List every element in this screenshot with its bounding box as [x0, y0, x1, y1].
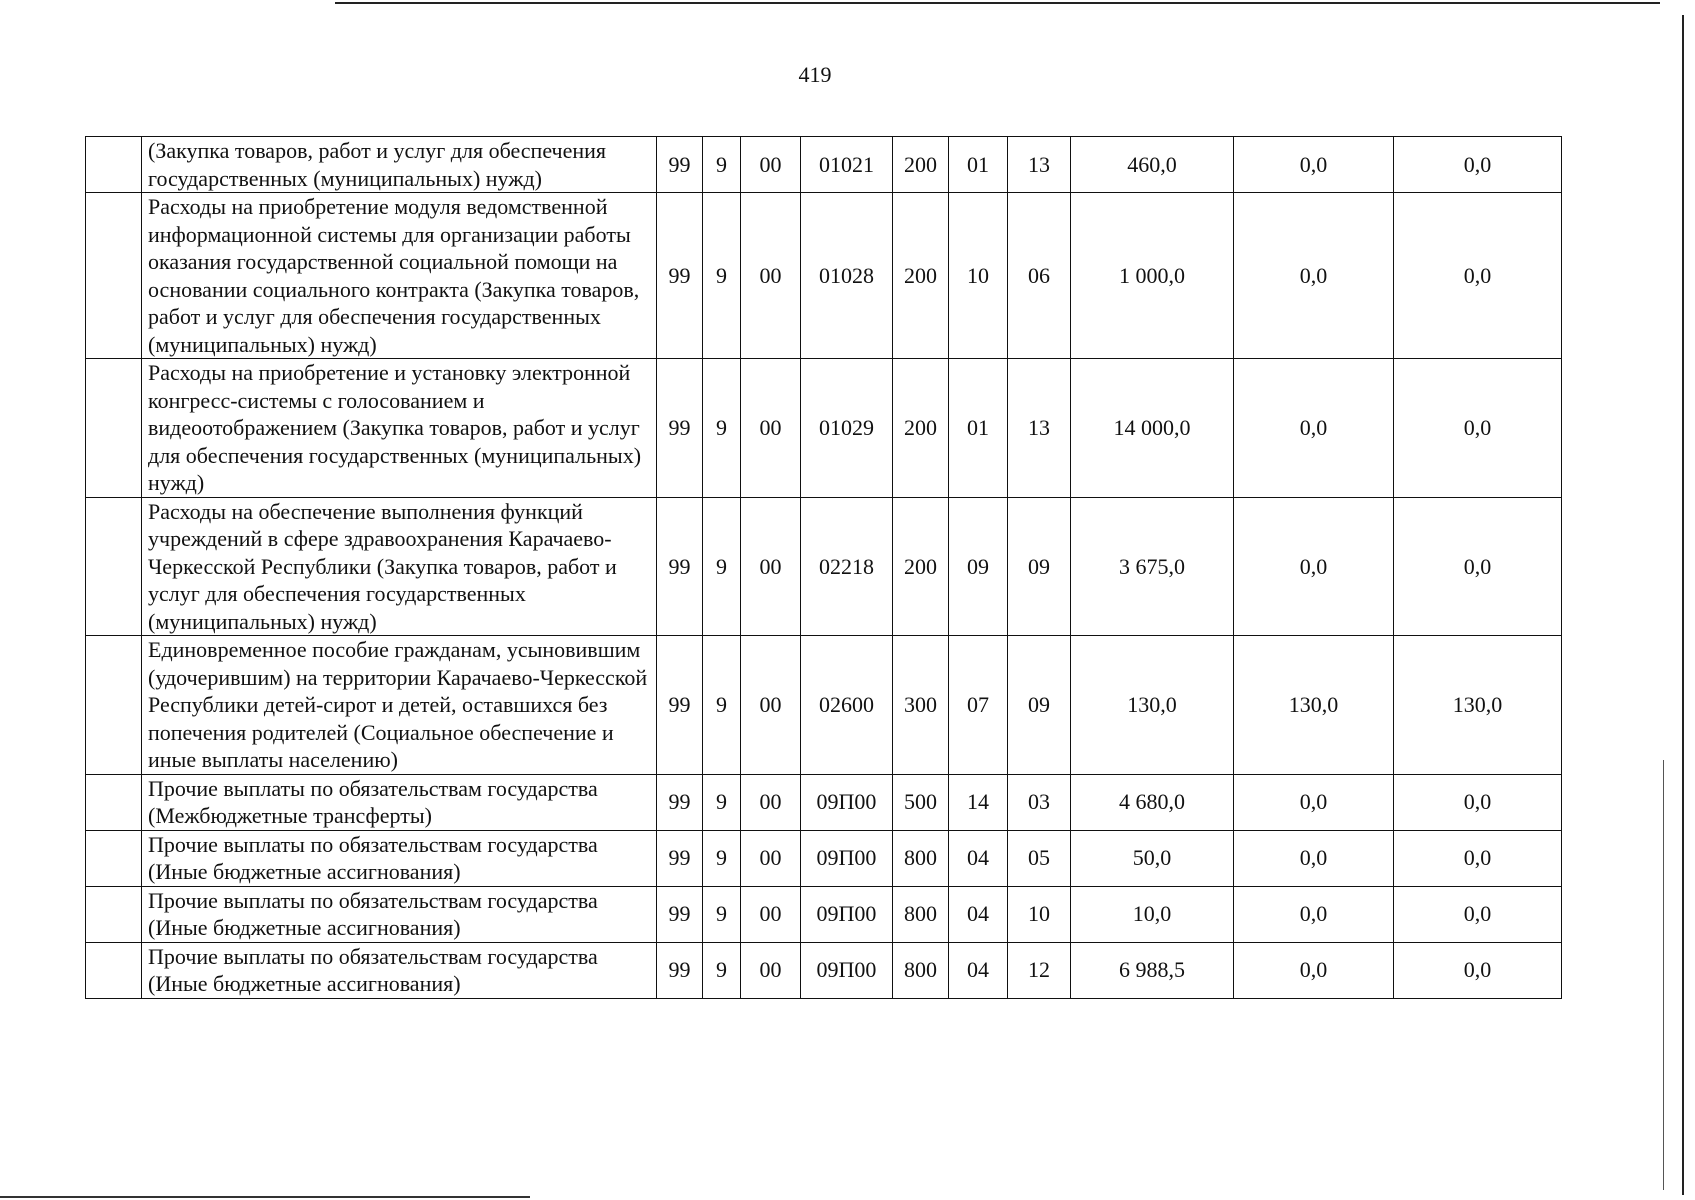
description-cell: Расходы на обеспечение выполнения функций учреждений в сфере здравоохранения Карачаево-Черкесской Республики (Закупка товаров, работ и услуг для обеспечения государственных (муниципальных) нужд) [142, 497, 657, 636]
code-cell: 01029 [801, 359, 893, 498]
code-cell: 500 [893, 774, 949, 830]
code-cell: 14 [949, 774, 1008, 830]
description-cell: Прочие выплаты по обязательствам государства (Иные бюджетные ассигнования) [142, 830, 657, 886]
row-number-cell [86, 886, 142, 942]
code-cell: 00 [741, 193, 801, 359]
amount-cell: 0,0 [1394, 774, 1562, 830]
code-cell: 00 [741, 636, 801, 775]
code-cell: 00 [741, 774, 801, 830]
code-cell: 9 [703, 497, 741, 636]
code-cell: 800 [893, 830, 949, 886]
amount-cell: 130,0 [1234, 636, 1394, 775]
row-number-cell [86, 636, 142, 775]
row-number-cell [86, 497, 142, 636]
code-cell: 200 [893, 193, 949, 359]
code-cell: 03 [1008, 774, 1071, 830]
code-cell: 200 [893, 497, 949, 636]
code-cell: 9 [703, 830, 741, 886]
description-cell: Расходы на приобретение модуля ведомственной информационной системы для организации работы оказания государственной социальной помощи на основании социального контракта (Закупка товаров, работ и услуг для обеспечения государственных (муниципальных) нужд) [142, 193, 657, 359]
row-number-cell [86, 942, 142, 998]
scan-edge-right-inner [1663, 760, 1664, 1190]
code-cell: 00 [741, 886, 801, 942]
code-cell: 00 [741, 137, 801, 193]
code-cell: 99 [657, 942, 703, 998]
code-cell: 9 [703, 193, 741, 359]
code-cell: 99 [657, 497, 703, 636]
description-cell: Расходы на приобретение и установку электронной конгресс-системы с голосованием и видеоотображением (Закупка товаров, работ и услуг для обеспечения государственных (муниципальных) нужд) [142, 359, 657, 498]
code-cell: 00 [741, 497, 801, 636]
amount-cell: 3 675,0 [1071, 497, 1234, 636]
code-cell: 99 [657, 830, 703, 886]
amount-cell: 0,0 [1234, 774, 1394, 830]
code-cell: 9 [703, 636, 741, 775]
code-cell: 04 [949, 830, 1008, 886]
table-row [86, 830, 1562, 886]
amount-cell: 0,0 [1394, 942, 1562, 998]
code-cell: 99 [657, 359, 703, 498]
code-cell: 09П00 [801, 942, 893, 998]
description-cell: Прочие выплаты по обязательствам государства (Иные бюджетные ассигнования) [142, 942, 657, 998]
code-cell: 07 [949, 636, 1008, 775]
table-row [86, 636, 1562, 775]
code-cell: 01 [949, 359, 1008, 498]
amount-cell: 0,0 [1394, 830, 1562, 886]
description-cell: Единовременное пособие гражданам, усыновившим (удочерившим) на территории Карачаево-Черкесской Республики детей-сирот и детей, оставшихся без попечения родителей (Социальное обеспечение и иные выплаты населению) [142, 636, 657, 775]
amount-cell: 130,0 [1071, 636, 1234, 775]
code-cell: 99 [657, 774, 703, 830]
code-cell: 99 [657, 886, 703, 942]
table-row [86, 942, 1562, 998]
amount-cell: 14 000,0 [1071, 359, 1234, 498]
code-cell: 10 [949, 193, 1008, 359]
amount-cell: 4 680,0 [1071, 774, 1234, 830]
row-number-cell [86, 774, 142, 830]
table-row [86, 886, 1562, 942]
amount-cell: 0,0 [1234, 137, 1394, 193]
description-cell: Прочие выплаты по обязательствам государства (Иные бюджетные ассигнования) [142, 886, 657, 942]
code-cell: 9 [703, 359, 741, 498]
code-cell: 09П00 [801, 830, 893, 886]
amount-cell: 0,0 [1394, 497, 1562, 636]
row-number-cell [86, 137, 142, 193]
code-cell: 9 [703, 942, 741, 998]
amount-cell: 0,0 [1234, 193, 1394, 359]
table-row [86, 359, 1562, 498]
code-cell: 01 [949, 137, 1008, 193]
code-cell: 02218 [801, 497, 893, 636]
amount-cell: 0,0 [1394, 137, 1562, 193]
amount-cell: 0,0 [1234, 359, 1394, 498]
page-number: 419 [798, 62, 832, 87]
amount-cell: 0,0 [1394, 193, 1562, 359]
code-cell: 800 [893, 886, 949, 942]
amount-cell: 6 988,5 [1071, 942, 1234, 998]
code-cell: 9 [703, 886, 741, 942]
code-cell: 300 [893, 636, 949, 775]
code-cell: 00 [741, 359, 801, 498]
description-cell: (Закупка товаров, работ и услуг для обеспечения государственных (муниципальных) нужд) [142, 137, 657, 193]
amount-cell: 0,0 [1394, 886, 1562, 942]
row-number-cell [86, 830, 142, 886]
code-cell: 12 [1008, 942, 1071, 998]
table-body [86, 137, 1562, 999]
table-row [86, 774, 1562, 830]
code-cell: 800 [893, 942, 949, 998]
amount-cell: 0,0 [1234, 497, 1394, 636]
scan-edge-top [335, 2, 1660, 4]
amount-cell: 50,0 [1071, 830, 1234, 886]
code-cell: 99 [657, 193, 703, 359]
code-cell: 99 [657, 636, 703, 775]
code-cell: 09 [949, 497, 1008, 636]
code-cell: 13 [1008, 359, 1071, 498]
code-cell: 00 [741, 942, 801, 998]
code-cell: 10 [1008, 886, 1071, 942]
amount-cell: 0,0 [1394, 359, 1562, 498]
code-cell: 200 [893, 137, 949, 193]
amount-cell: 130,0 [1394, 636, 1562, 775]
code-cell: 99 [657, 137, 703, 193]
description-cell: Прочие выплаты по обязательствам государства (Межбюджетные трансферты) [142, 774, 657, 830]
amount-cell: 0,0 [1234, 886, 1394, 942]
code-cell: 9 [703, 137, 741, 193]
amount-cell: 460,0 [1071, 137, 1234, 193]
amount-cell: 1 000,0 [1071, 193, 1234, 359]
row-number-cell [86, 359, 142, 498]
code-cell: 01028 [801, 193, 893, 359]
table-row [86, 137, 1562, 193]
code-cell: 200 [893, 359, 949, 498]
row-number-cell [86, 193, 142, 359]
amount-cell: 10,0 [1071, 886, 1234, 942]
code-cell: 02600 [801, 636, 893, 775]
amount-cell: 0,0 [1234, 830, 1394, 886]
scan-edge-right [1682, 15, 1684, 1195]
code-cell: 09П00 [801, 774, 893, 830]
code-cell: 09 [1008, 497, 1071, 636]
code-cell: 04 [949, 942, 1008, 998]
amount-cell: 0,0 [1234, 942, 1394, 998]
code-cell: 05 [1008, 830, 1071, 886]
code-cell: 09 [1008, 636, 1071, 775]
budget-table [85, 136, 1562, 999]
code-cell: 06 [1008, 193, 1071, 359]
code-cell: 9 [703, 774, 741, 830]
code-cell: 13 [1008, 137, 1071, 193]
code-cell: 01021 [801, 137, 893, 193]
code-cell: 09П00 [801, 886, 893, 942]
code-cell: 04 [949, 886, 1008, 942]
table-row [86, 193, 1562, 359]
table-row [86, 497, 1562, 636]
code-cell: 00 [741, 830, 801, 886]
scan-edge-bottom [0, 1196, 530, 1198]
